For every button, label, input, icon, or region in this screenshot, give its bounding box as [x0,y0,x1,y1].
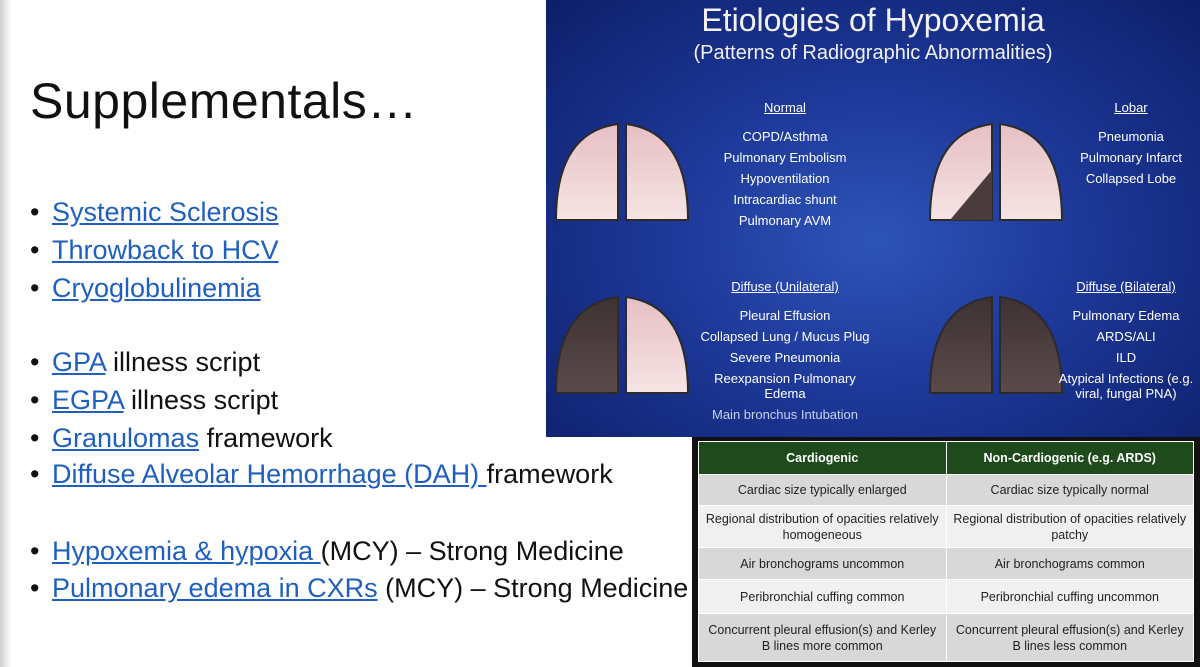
link-gpa[interactable]: GPA [52,347,106,377]
list-item: Severe Pneumonia [729,350,841,365]
bullet-text: illness script [105,347,261,377]
unilateral-column [694,279,876,428]
list-item: Pulmonary Embolism [723,150,847,165]
table-cell: Regional distribution of opacities relatively homogeneous [699,506,947,548]
table-cell: Regional distribution of opacities relatively patchy [946,506,1194,548]
list-item: Collapsed Lung / Mucus Plug [700,329,870,344]
bullet-dot: • [30,347,40,377]
list-item: Intracardiac shunt [733,192,837,207]
table-row [699,506,1194,548]
bullet-dot: • [30,573,40,603]
list-item: ILD [1115,350,1137,365]
bullet-text: framework [199,423,333,453]
table-header-row [699,442,1194,475]
bullet-dot: • [30,197,40,227]
table-cell: Peribronchial cuffing uncommon [946,580,1194,614]
list-item: ARDS/ALI [1096,329,1156,344]
comparison-table-panel [692,437,1200,667]
bullet-dot: • [30,459,40,489]
table-row [699,580,1194,614]
normal-column [696,100,874,234]
column-header-cardiogenic: Cardiogenic [699,442,947,475]
link-cryoglobulinemia[interactable]: Cryoglobulinemia [52,273,261,303]
etiologies-title: Etiologies of Hypoxemia [701,2,1045,38]
bullet-dot: • [30,385,40,415]
list-item: Pneumonia [1098,129,1164,144]
table-cell: Air bronchograms common [946,548,1194,580]
bullet-dot: • [30,235,40,265]
list-item: Main bronchus Intubation [712,407,858,422]
table-cell: Air bronchograms uncommon [699,548,947,580]
table-cell: Cardiac size typically enlarged [699,475,947,506]
list-item: Collapsed Lobe [1085,171,1177,186]
table-cell: Peribronchial cuffing common [699,580,947,614]
link-systemic-sclerosis[interactable]: Systemic Sclerosis [52,197,279,227]
table-row [699,475,1194,506]
list-item [30,536,624,567]
bullet-text: illness script [123,385,279,415]
link-granulomas[interactable]: Granulomas [52,423,200,453]
link-hypoxemia[interactable]: Hypoxemia & hypoxia [52,536,321,566]
bullet-dot: • [30,423,40,453]
lobar-column [1046,100,1200,192]
list-item [30,347,260,378]
bullet-text: (MCY) – Strong Medicine [377,573,689,603]
list-item: COPD/Asthma [742,129,828,144]
table-cell: Cardiac size typically normal [946,475,1194,506]
bilateral-heading: Diffuse (Bilateral) [1076,279,1176,294]
list-item [30,235,279,266]
slide-edge [0,0,12,667]
link-egpa[interactable]: EGPA [52,385,124,415]
list-item [30,423,333,454]
lungs-bilateral-diagram [928,295,1064,395]
list-item: Pleural Effusion [739,308,831,323]
table-cell: Concurrent pleural effusion(s) and Kerley B lines more common [699,614,947,662]
lungs-normal-diagram [554,122,690,222]
lungs-lobar-diagram [928,122,1064,222]
list-item: Pulmonary AVM [738,213,832,228]
bullet-dot: • [30,536,40,566]
column-header-non-cardiogenic: Non-Cardiogenic (e.g. ARDS) [946,442,1194,475]
list-item: Pulmonary Edema [1072,308,1180,323]
list-item: Hypoventilation [740,171,830,186]
list-item: Atypical Infections (e.g. viral, fungal PNA) [1058,371,1194,401]
comparison-table [698,441,1194,662]
list-item [30,197,279,228]
lungs-unilateral-diagram [554,295,690,395]
list-item: Reexpansion Pulmonary Edema [714,371,856,401]
bullet-dot: • [30,273,40,303]
list-item: Pulmonary Infarct [1080,150,1182,165]
list-item [30,273,261,304]
etiologies-subtitle: (Patterns of Radiographic Abnormalities) [693,42,1053,64]
table-row [699,548,1194,580]
link-pulmonary-edema[interactable]: Pulmonary edema in CXRs [52,573,378,603]
bullet-text: framework [486,459,613,489]
lobar-heading: Lobar [1114,100,1148,115]
link-throwback-hcv[interactable]: Throwback to HCV [52,235,279,265]
list-item [30,385,278,416]
normal-heading: Normal [764,100,806,115]
etiologies-slide [546,0,1200,437]
unilateral-heading: Diffuse (Unilateral) [731,279,839,294]
bullet-text: (MCY) – Strong Medicine [320,536,624,566]
list-item [30,573,688,604]
list-item [30,459,613,490]
page-title: Supplementals… [30,73,418,129]
table-row [699,614,1194,662]
bilateral-column [1056,279,1196,407]
link-dah[interactable]: Diffuse Alveolar Hemorrhage (DAH) [52,459,487,489]
table-cell: Concurrent pleural effusion(s) and Kerley B lines less common [946,614,1194,662]
